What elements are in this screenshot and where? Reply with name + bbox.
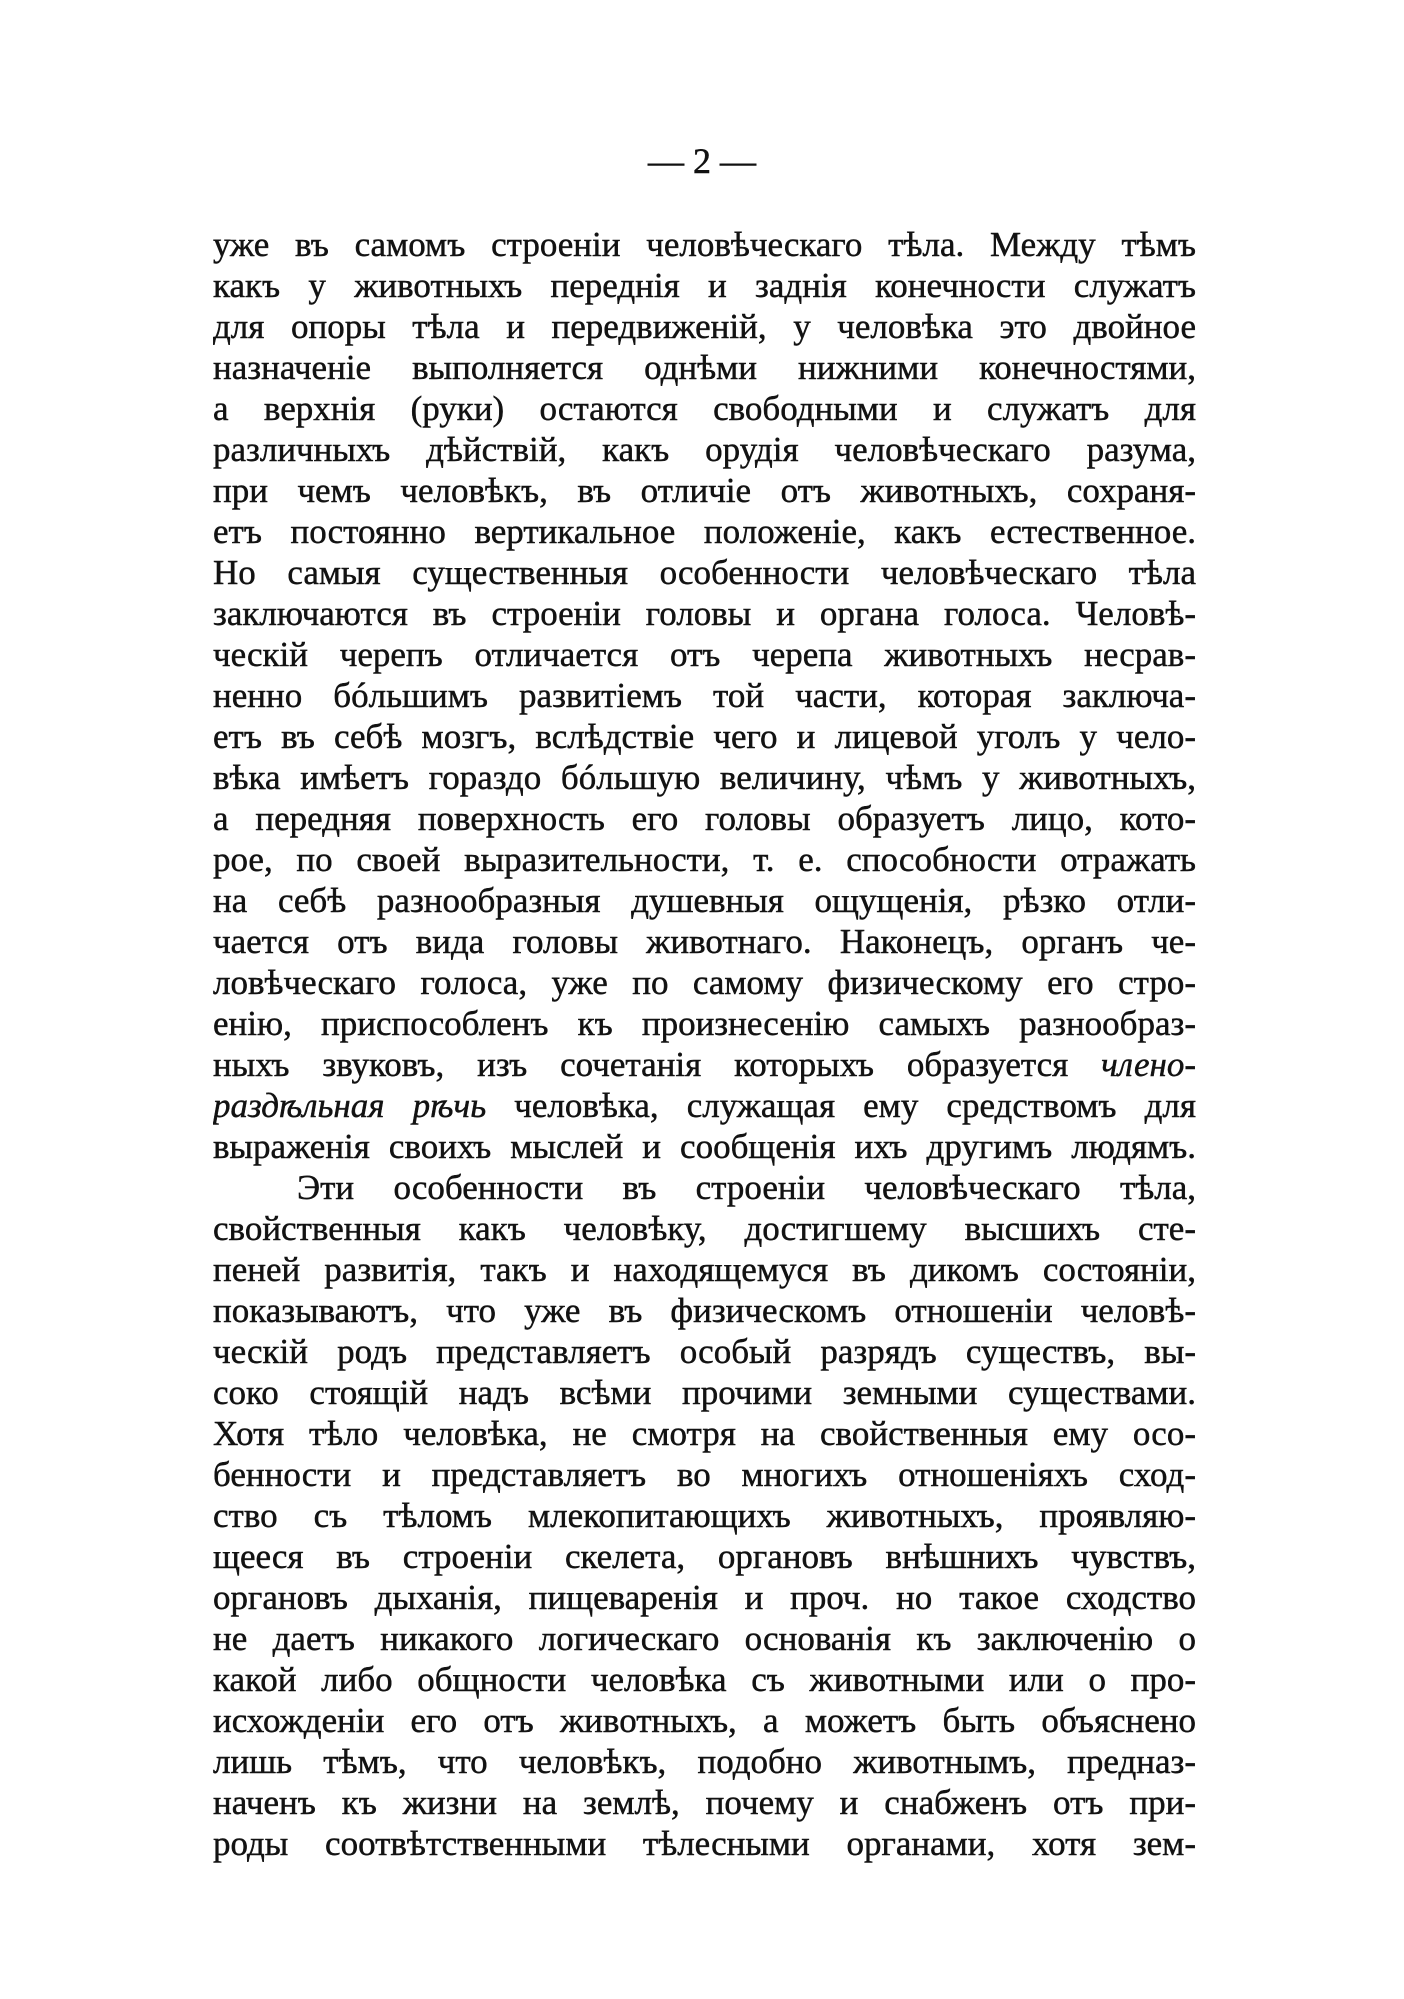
text-segment: уже въ самомъ строеніи человѣческаго тѣла. Между тѣмъ bbox=[213, 225, 1196, 264]
text-segment: ныхъ звуковъ, изъ сочетанія которыхъ образуется bbox=[213, 1045, 1102, 1084]
text-segment: ческій черепъ отличается отъ черепа животныхъ несрав- bbox=[213, 635, 1196, 674]
text-segment: какой либо общности человѣка съ животными или о про- bbox=[213, 1660, 1196, 1699]
italic-term: члено- bbox=[1101, 1045, 1196, 1084]
text-line bbox=[213, 1290, 1196, 1331]
text-line bbox=[213, 1126, 1196, 1167]
text-line bbox=[213, 1208, 1196, 1249]
text-segment: различныхъ дѣйствій, какъ орудія человѣческаго разума, bbox=[213, 430, 1196, 469]
text-line bbox=[213, 1536, 1196, 1577]
text-line bbox=[213, 675, 1196, 716]
text-segment: ство съ тѣломъ млекопитающихъ животныхъ, проявляю- bbox=[213, 1496, 1196, 1535]
text-segment: на себѣ разнообразныя душевныя ощущенія, рѣзко отли- bbox=[213, 881, 1196, 920]
text-line bbox=[213, 511, 1196, 552]
text-segment: ческій родъ представляетъ особый разрядъ существъ, вы- bbox=[213, 1332, 1196, 1371]
text-segment: наченъ къ жизни на землѣ, почему и снабженъ отъ при- bbox=[213, 1783, 1196, 1822]
text-line bbox=[213, 1700, 1196, 1741]
text-segment: рое, по своей выразительности, т. е. способности отражать bbox=[213, 840, 1196, 879]
text-segment: соко стоящій надъ всѣми прочими земными существами. bbox=[213, 1373, 1196, 1412]
text-line bbox=[213, 347, 1196, 388]
text-line bbox=[213, 1372, 1196, 1413]
text-line bbox=[213, 1782, 1196, 1823]
text-line bbox=[213, 429, 1196, 470]
text-segment: щееся въ строеніи скелета, органовъ внѣшнихъ чувствъ, bbox=[213, 1537, 1196, 1576]
text-segment: Эти особенности въ строеніи человѣческаго тѣла, bbox=[297, 1168, 1196, 1207]
text-segment: органовъ дыханія, пищеваренія и проч. но такое сходство bbox=[213, 1578, 1196, 1617]
text-segment: Но самыя существенныя особенности человѣческаго тѣла bbox=[213, 553, 1196, 592]
text-segment: свойственныя какъ человѣку, достигшему высшихъ сте- bbox=[213, 1209, 1196, 1248]
text-line bbox=[213, 470, 1196, 511]
text-segment: при чемъ человѣкъ, въ отличіе отъ животныхъ, сохраня- bbox=[213, 471, 1196, 510]
text-segment: енію, приспособленъ къ произнесенію самыхъ разнообраз- bbox=[213, 1004, 1196, 1043]
text-line bbox=[213, 757, 1196, 798]
text-segment: ловѣческаго голоса, уже по самому физическому его стро- bbox=[213, 963, 1196, 1002]
text-line bbox=[213, 716, 1196, 757]
text-line bbox=[213, 839, 1196, 880]
text-segment: роды соотвѣтственными тѣлесными органами, хотя зем- bbox=[213, 1824, 1196, 1863]
text-line bbox=[213, 1577, 1196, 1618]
text-line bbox=[213, 798, 1196, 839]
text-segment: а передняя поверхность его головы образуетъ лицо, кото- bbox=[213, 799, 1196, 838]
text-segment: етъ въ себѣ мозгъ, вслѣдствіе чего и лицевой уголъ у чело- bbox=[213, 717, 1196, 756]
text-line bbox=[213, 224, 1196, 265]
body-text bbox=[213, 224, 1196, 1864]
text-line bbox=[213, 1618, 1196, 1659]
text-segment: показываютъ, что уже въ физическомъ отношеніи человѣ- bbox=[213, 1291, 1196, 1330]
text-line bbox=[213, 1085, 1196, 1126]
text-line bbox=[213, 1741, 1196, 1782]
text-line bbox=[213, 634, 1196, 675]
text-segment: ненно бóльшимъ развитіемъ той части, которая заключа- bbox=[213, 676, 1196, 715]
text-line bbox=[213, 1003, 1196, 1044]
text-line bbox=[213, 1331, 1196, 1372]
text-segment: не даетъ никакого логическаго основанія къ заключенію о bbox=[213, 1619, 1196, 1658]
paragraph-start-line bbox=[213, 1167, 1196, 1208]
text-segment: человѣка, служащая ему средствомъ для bbox=[486, 1086, 1196, 1125]
text-segment: исхожденіи его отъ животныхъ, а можетъ быть объяснено bbox=[213, 1701, 1196, 1740]
page-number: — 2 — bbox=[648, 141, 756, 181]
text-segment: лишь тѣмъ, что человѣкъ, подобно животнымъ, предназ- bbox=[213, 1742, 1196, 1781]
text-line bbox=[213, 1659, 1196, 1700]
text-line bbox=[213, 306, 1196, 347]
text-line bbox=[213, 1413, 1196, 1454]
text-line bbox=[213, 1495, 1196, 1536]
text-segment: выраженія своихъ мыслей и сообщенія ихъ другимъ людямъ. bbox=[213, 1127, 1196, 1166]
text-line bbox=[213, 880, 1196, 921]
text-line bbox=[213, 1044, 1196, 1085]
text-line bbox=[213, 1249, 1196, 1290]
text-line bbox=[213, 962, 1196, 1003]
text-line bbox=[213, 921, 1196, 962]
text-line bbox=[213, 552, 1196, 593]
text-segment: а верхнія (руки) остаются свободными и служатъ для bbox=[213, 389, 1196, 428]
text-segment: для опоры тѣла и передвиженій, у человѣка это двойное bbox=[213, 307, 1196, 346]
text-segment: заключаются въ строеніи головы и органа голоса. Человѣ- bbox=[213, 594, 1196, 633]
text-segment: бенности и представляетъ во многихъ отношеніяхъ сход- bbox=[213, 1455, 1196, 1494]
text-line bbox=[213, 1823, 1196, 1864]
text-segment: Хотя тѣло человѣка, не смотря на свойственныя ему осо- bbox=[213, 1414, 1196, 1453]
text-segment: какъ у животныхъ переднія и заднія конечности служатъ bbox=[213, 266, 1196, 305]
italic-term: раздѣльная рѣчь bbox=[213, 1086, 487, 1125]
text-segment: пеней развитія, такъ и находящемуся въ дикомъ состояніи, bbox=[213, 1250, 1196, 1289]
text-line bbox=[213, 388, 1196, 429]
text-line bbox=[213, 265, 1196, 306]
text-line bbox=[213, 593, 1196, 634]
text-line bbox=[213, 1454, 1196, 1495]
text-segment: назначеніе выполняется однѣми нижними конечностями, bbox=[213, 348, 1196, 387]
text-segment: етъ постоянно вертикальное положеніе, какъ естественное. bbox=[213, 512, 1196, 551]
text-segment: вѣка имѣетъ гораздо бóльшую величину, чѣмъ у животныхъ, bbox=[213, 758, 1196, 797]
text-segment: чается отъ вида головы животнаго. Наконецъ, органъ че- bbox=[213, 922, 1196, 961]
